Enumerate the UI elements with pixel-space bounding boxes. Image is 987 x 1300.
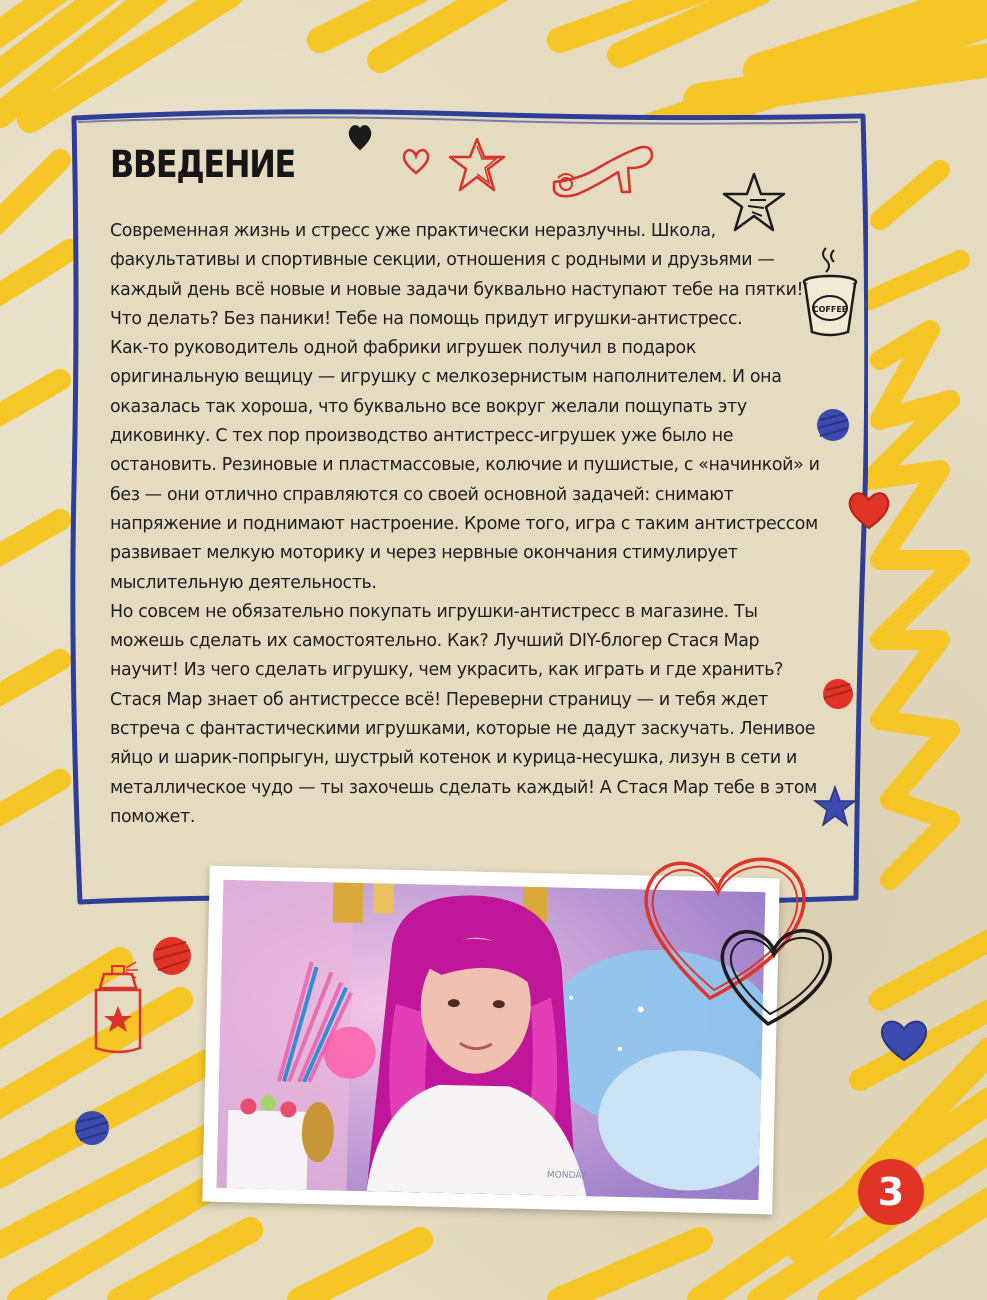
heart-outline-icon [400, 146, 432, 176]
circle-dot-icon [814, 406, 852, 444]
circle-dot-icon [820, 676, 856, 712]
coffee-cup-icon [798, 244, 862, 340]
heart-outline-icon [628, 838, 848, 1048]
intro-text [110, 217, 822, 832]
heart-icon [346, 122, 374, 152]
shirt-print: MONDAY [546, 1170, 587, 1182]
page-number: 3 [858, 1159, 924, 1225]
heart-icon [844, 488, 894, 532]
star-icon [812, 784, 858, 828]
star-icon [720, 170, 788, 236]
circle-dot-icon [150, 934, 194, 978]
star-icon [446, 136, 508, 194]
spray-can-icon [74, 958, 152, 1058]
coffee-label: COFFEE [812, 305, 848, 314]
heart-icon [876, 1016, 932, 1064]
circle-dot-icon [72, 1108, 112, 1148]
shoe-icon [548, 134, 658, 206]
paragraph: Современная жизнь и стресс уже практически неразлучны. Школа, факультативы и спортивные секции, отношения с родными и друзьями — каждый день всё новые и новые задачи буквально наступают тебе на пятки! Что делать? Без паники! Тебе на помощь придут игрушки-антистресс. [110, 221, 804, 329]
paragraph: Но совсем не обязательно покупать игрушки-антистресс в магазине. Ты можешь сделать их самостоятельно. Как? Лучший DIY-блогер Стася Мар научит! Из чего сделать игрушку, чем украсить, как играть и где хранить? Стася Мар знает об антистрессе всё! Переверни страницу — и тебя ждет встреча с фантастическими игрушками, которые не дадут заскучать. Ленивое яйцо и шарик-попрыгун, шустрый котенок и курица-несушка, лизун в сети и металлическое чудо — ты захочешь сделать каждый! А Стася Мар тебе в этом поможет. [110, 601, 817, 827]
paragraph: Как-то руководитель одной фабрики игрушек получил в подарок оригинальную вещицу — игрушку с мелкозернистым наполнителем. И она оказалась так хороша, что буквально все вокруг желали пощупать эту диковинку. С тех пор производство антистресс-игрушек уже было не остановить. Резиновые и пластмассовые, колючие и пушистые, с «начинкой» и без — они отлично справляются со своей основной задачей: снимают напряжение и поднимают настроение. Кроме того, игра с таким антистрессом развивает мелкую моторику и через нервные окончания стимулирует мыслительную деятельность. [110, 338, 820, 593]
page-title: ВВЕДЕНИЕ [110, 143, 296, 186]
